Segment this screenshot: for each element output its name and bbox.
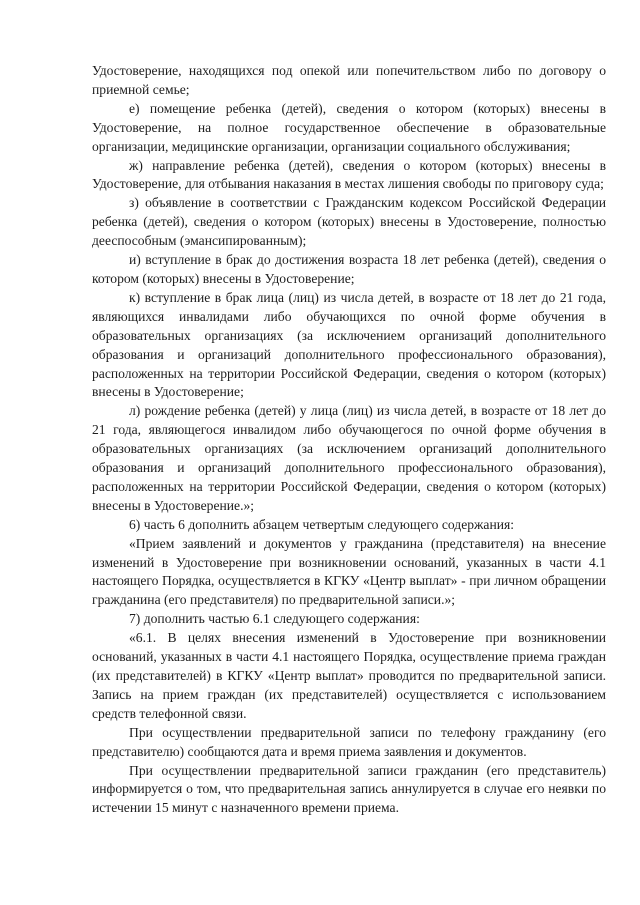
document-body [92,62,606,818]
paragraph-item-k: к) вступление в брак лица (лиц) из числа детей, в возрасте от 18 лет до 21 года, являющихся инвалидами либо обучающихся по очной форме обучения в образовательных организациях (за исключением организаций дополнительного образования и организаций дополнительного профессионального образования), расположенных на территории Российской Федерации, сведения о котором (которых) внесены в Удостоверение; [92,289,606,400]
paragraph-part-6-1: «6.1. В целях внесения изменений в Удостоверение при возникновении оснований, указанных в части 4.1 настоящего Порядка, осуществление приема граждан (их представителей) в КГКУ «Центр выплат» проводится по предварительной записи. Запись на прием граждан (их представителей) осуществляется с использованием средств телефонной связи. [92,630,606,721]
paragraph-amendment-7: 7) дополнить частью 6.1 следующего содержания: [129,611,420,627]
paragraph-item-zh: ж) направление ребенка (детей), сведения о котором (которых) внесены в Удостоверение, для отбывания наказания в местах лишения свободы по приговору суда; [92,157,606,192]
paragraph-item-l: л) рождение ребенка (детей) у лица (лиц) из числа детей, в возрасте от 18 лет до 21 года, являющегося инвалидом либо обучающегося по очной форме обучения в образовательных организациях (за исключением организаций дополнительного образования и организаций дополнительного профессионального образования), расположенных на территории Российской Федерации, сведения о котором (которых) внесены в Удостоверение.»; [92,403,606,513]
paragraph-booking-cancellation: При осуществлении предварительной записи гражданин (его представитель) информируется о том, что предварительная запись аннулируется в случае его неявки по истечении 15 минут с назначенного времени приема. [92,762,606,816]
paragraph-continuation: Удостоверение, находящихся под опекой или попечительством либо по договору о приемной семье; [92,63,606,97]
paragraph-phone-booking: При осуществлении предварительной записи по телефону гражданину (его представителю) сообщаются дата и время приема заявления и документов. [92,724,606,759]
paragraph-amendment-6-text: «Прием заявлений и документов у гражданина (представителя) на внесение изменений в Удостоверение при возникновении оснований, указанных в части 4.1 настоящего Порядка, осуществляется в КГКУ «Центр выплат» - при личном обращении гражданина (его представителя) по предварительной записи.»; [92,535,606,608]
paragraph-item-z: з) объявление в соответствии с Гражданским кодексом Российской Федерации ребенка (детей), сведения о котором (которых) внесены в Удостоверение, полностью дееспособным (эмансипированным); [92,195,606,249]
paragraph-item-e: е) помещение ребенка (детей), сведения о котором (которых) внесены в Удостоверение, на полное государственное обеспечение в образовательные организации, медицинские организации, организации социального обслуживания; [92,100,606,154]
paragraph-item-i: и) вступление в брак до достижения возраста 18 лет ребенка (детей), сведения о котором (которых) внесены в Удостоверение; [92,252,606,286]
paragraph-amendment-6: 6) часть 6 дополнить абзацем четвертым следующего содержания: [129,516,515,532]
